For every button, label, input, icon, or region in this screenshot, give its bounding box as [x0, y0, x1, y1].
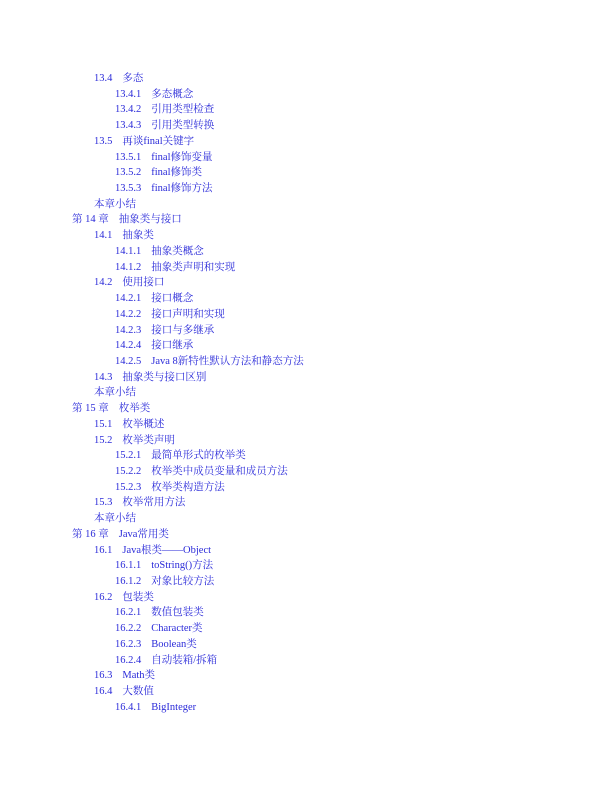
toc-entry-number: 13.5.2	[115, 167, 142, 179]
toc-subsection-link[interactable]	[0, 244, 612, 260]
toc-section-link[interactable]	[0, 71, 612, 87]
toc-entry-title: final修饰类	[151, 167, 202, 179]
toc-entry-title: 接口与多继承	[151, 324, 215, 336]
toc-entry-number: 14.2.1	[115, 293, 142, 305]
toc-subsection-link[interactable]	[0, 307, 612, 323]
toc-entry-number: 15.2.1	[115, 450, 142, 462]
toc-entry-title: 枚举类	[118, 403, 151, 415]
toc-entry-number: 13.4.2	[115, 104, 142, 116]
toc-entry-title: 使用接口	[122, 277, 165, 289]
toc-subsection-link[interactable]	[0, 448, 612, 464]
toc-subsection-link[interactable]	[0, 621, 612, 637]
toc-entry-title: 枚举类中成员变量和成员方法	[151, 465, 288, 477]
toc-entry-number: 16.2.3	[115, 638, 142, 650]
toc-chapter-link[interactable]	[0, 527, 612, 543]
toc-entry-title: 抽象类	[122, 230, 154, 242]
toc-entry-number: 14.2.4	[115, 340, 142, 352]
toc-subsection-link[interactable]	[0, 700, 612, 716]
toc-subsection-link[interactable]	[0, 480, 612, 496]
toc-entry-title: 抽象类概念	[151, 245, 204, 257]
toc-entry-number: 15.1	[94, 418, 113, 430]
toc-entry-title: final修饰方法	[151, 183, 213, 195]
toc-entry-title: 本章小结	[94, 513, 136, 525]
toc-entry-title: Java常用类	[118, 528, 169, 540]
toc-entry-title: Math类	[122, 670, 156, 682]
toc-section-link[interactable]	[0, 228, 612, 244]
toc-subsection-link[interactable]	[0, 464, 612, 480]
toc-section-link[interactable]	[0, 495, 612, 511]
toc-section-link[interactable]	[0, 275, 612, 291]
toc-entry-number: 13.4	[94, 73, 113, 84]
toc-section-link[interactable]	[0, 417, 612, 433]
toc-entry-title: 对象比较方法	[151, 576, 215, 587]
toc-subsection-link[interactable]	[0, 87, 612, 103]
table-of-contents	[0, 71, 612, 715]
toc-entry-number: 13.5	[94, 135, 113, 147]
toc-subsection-link[interactable]	[0, 637, 612, 653]
toc-entry-number: 16.1.1	[115, 560, 142, 572]
toc-section-link[interactable]	[0, 543, 612, 559]
toc-subsection-link[interactable]	[0, 165, 612, 181]
toc-subsection-link[interactable]	[0, 574, 612, 590]
toc-entry-title: BigInteger	[151, 701, 197, 713]
toc-section-link[interactable]	[0, 385, 612, 401]
toc-entry-title: 引用类型转换	[151, 120, 215, 132]
toc-entry-title: Java根类——Object	[122, 544, 212, 556]
toc-entry-title: 数值包装类	[151, 607, 204, 619]
toc-section-link[interactable]	[0, 197, 612, 213]
toc-entry-title: 抽象类与接口	[118, 214, 182, 226]
toc-subsection-link[interactable]	[0, 102, 612, 118]
toc-entry-number: 16.4.1	[115, 701, 142, 713]
toc-entry-number: 15.3	[94, 497, 113, 509]
toc-entry-title: 抽象类声明和实现	[151, 261, 236, 273]
toc-entry-title: final修饰变量	[151, 151, 213, 163]
toc-subsection-link[interactable]	[0, 338, 612, 354]
toc-entry-number: 16.2.1	[115, 607, 142, 619]
toc-subsection-link[interactable]	[0, 605, 612, 621]
toc-subsection-link[interactable]	[0, 291, 612, 307]
toc-entry-number: 13.4.3	[115, 120, 142, 132]
toc-section-link[interactable]	[0, 684, 612, 700]
toc-entry-title: toString()方法	[151, 560, 214, 572]
toc-entry-title: 自动装箱/拆箱	[151, 654, 218, 666]
toc-entry-number: 14.2.3	[115, 324, 142, 336]
toc-entry-number: 15.2	[94, 434, 113, 446]
toc-entry-number: 14.3	[94, 371, 113, 383]
toc-entry-number: 14.2.2	[115, 308, 142, 320]
toc-entry-title: 包装类	[122, 591, 154, 603]
toc-subsection-link[interactable]	[0, 181, 612, 197]
toc-chapter-link[interactable]	[0, 401, 612, 417]
toc-entry-title: 枚举常用方法	[122, 497, 186, 509]
toc-entry-title: 本章小结	[94, 387, 136, 399]
toc-entry-title: Character类	[151, 623, 203, 635]
toc-section-link[interactable]	[0, 134, 612, 150]
toc-entry-number: 14.2.5	[115, 355, 142, 367]
toc-entry-number: 第 14 章	[72, 214, 109, 226]
toc-entry-title: 接口声明和实现	[151, 308, 225, 320]
toc-entry-number: 16.3	[94, 670, 113, 682]
toc-section-link[interactable]	[0, 370, 612, 386]
toc-entry-number: 16.2.2	[115, 623, 142, 635]
toc-subsection-link[interactable]	[0, 354, 612, 370]
toc-entry-title: 引用类型检查	[151, 104, 215, 116]
toc-entry-number: 16.2	[94, 591, 113, 603]
toc-entry-title: 抽象类与接口区别	[122, 371, 207, 383]
toc-entry-title: 接口概念	[151, 293, 194, 305]
toc-entry-title: 多态概念	[151, 88, 194, 100]
toc-chapter-link[interactable]	[0, 212, 612, 228]
toc-entry-number: 14.1	[94, 230, 113, 242]
toc-entry-title: 再谈final关键字	[122, 135, 195, 147]
toc-subsection-link[interactable]	[0, 558, 612, 574]
toc-section-link[interactable]	[0, 668, 612, 684]
toc-entry-number: 第 16 章	[72, 528, 109, 540]
toc-entry-number: 13.4.1	[115, 88, 142, 100]
toc-entry-title: 大数值	[122, 686, 154, 698]
toc-section-link[interactable]	[0, 590, 612, 606]
toc-entry-title: 多态	[122, 73, 144, 84]
toc-entry-title: Java 8新特性默认方法和静态方法	[151, 355, 304, 367]
toc-entry-title: 最简单形式的枚举类	[151, 450, 246, 462]
toc-entry-number: 第 15 章	[72, 403, 109, 415]
toc-subsection-link[interactable]	[0, 150, 612, 166]
toc-entry-number: 13.5.3	[115, 183, 142, 195]
toc-entry-number: 14.1.2	[115, 261, 142, 273]
toc-entry-title: 本章小结	[94, 198, 136, 210]
toc-entry-number: 14.1.1	[115, 245, 142, 257]
toc-entry-number: 15.2.3	[115, 481, 142, 493]
toc-section-link[interactable]	[0, 511, 612, 527]
toc-entry-number: 14.2	[94, 277, 113, 289]
toc-entry-title: 枚举概述	[122, 418, 165, 430]
toc-entry-number: 13.5.1	[115, 151, 142, 163]
toc-entry-title: 枚举类声明	[122, 434, 175, 446]
toc-entry-number: 15.2.2	[115, 465, 142, 477]
toc-subsection-link[interactable]	[0, 118, 612, 134]
toc-subsection-link[interactable]	[0, 653, 612, 669]
toc-entry-number: 16.4	[94, 686, 113, 698]
toc-entry-title: Boolean类	[151, 638, 197, 650]
toc-entry-number: 16.1	[94, 544, 113, 556]
toc-entry-title: 枚举类构造方法	[151, 481, 225, 493]
toc-subsection-link[interactable]	[0, 260, 612, 276]
toc-entry-number: 16.2.4	[115, 654, 142, 666]
toc-section-link[interactable]	[0, 433, 612, 449]
toc-entry-title: 接口继承	[151, 340, 194, 352]
toc-entry-number: 16.1.2	[115, 576, 142, 587]
toc-subsection-link[interactable]	[0, 323, 612, 339]
